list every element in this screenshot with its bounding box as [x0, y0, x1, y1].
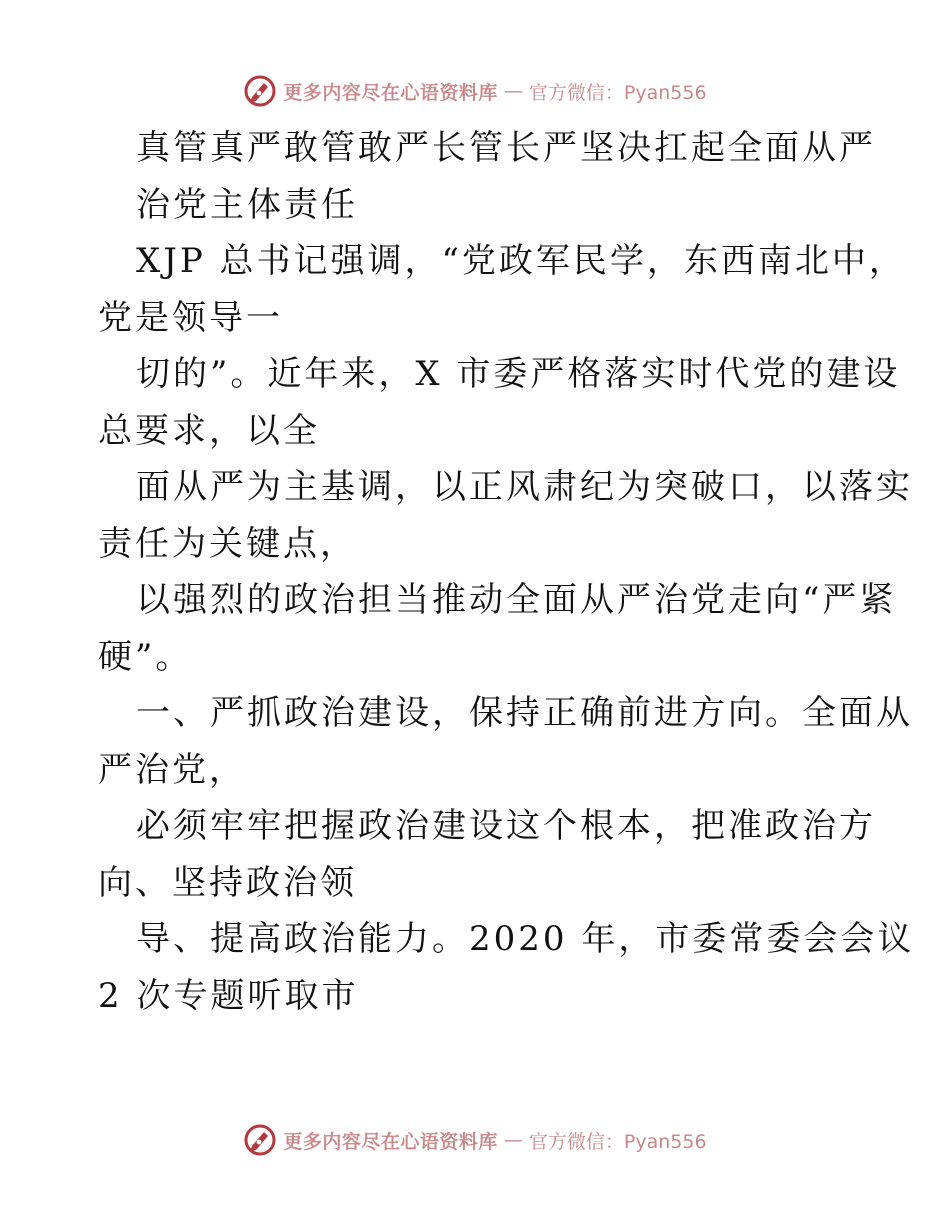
footer-banner-inner	[243, 1123, 706, 1157]
banner-contact: 官方微信：Pyan556	[528, 81, 707, 104]
document-body	[98, 120, 915, 1024]
banner-site-name: 更多内容尽在心语资料库	[283, 1130, 498, 1153]
text-line: 以强烈的政治担当推动全面从严治党走向“严紧	[136, 580, 897, 620]
text-line: XJP 总书记强调，“党政军民学，东西南北中，	[136, 241, 906, 281]
footer-banner	[0, 1120, 950, 1160]
text-line: 党是领导一	[98, 297, 283, 338]
text-line: 面从严为主基调，以正风肃纪为突破口，以落实	[136, 467, 913, 507]
text-line: 必须牢牢把握政治建设这个根本，把准政治方	[136, 806, 876, 846]
brand-logo-icon	[243, 74, 277, 108]
header-banner-inner	[243, 74, 706, 108]
text-line: 总要求，以全	[98, 410, 320, 451]
text-line: 责任为关键点，	[98, 523, 357, 564]
brand-logo-icon	[243, 1123, 277, 1157]
text-line: 切的”。近年来，X 市委严格落实时代党的建设	[136, 354, 901, 394]
banner-contact: 官方微信：Pyan556	[528, 1130, 707, 1153]
text-line: 2 次专题听取市	[98, 975, 359, 1016]
banner-site-name: 更多内容尽在心语资料库	[283, 81, 498, 104]
text-line: 一、严抓政治建设，保持正确前进方向。全面从	[136, 693, 913, 733]
text-line: 向、坚持政治领	[98, 862, 357, 903]
text-line: 真管真严敢管敢严长管长严坚决扛起全面从严	[136, 128, 876, 168]
header-banner	[0, 71, 950, 111]
text-line: 严治党，	[98, 749, 246, 790]
text-line: 导、提高政治能力。2020 年，市委常委会会议	[136, 919, 915, 959]
text-line: 治党主体责任	[136, 184, 358, 225]
text-line: 硬”。	[98, 636, 193, 677]
banner-dash: —	[503, 80, 523, 102]
banner-dash: —	[503, 1129, 523, 1151]
